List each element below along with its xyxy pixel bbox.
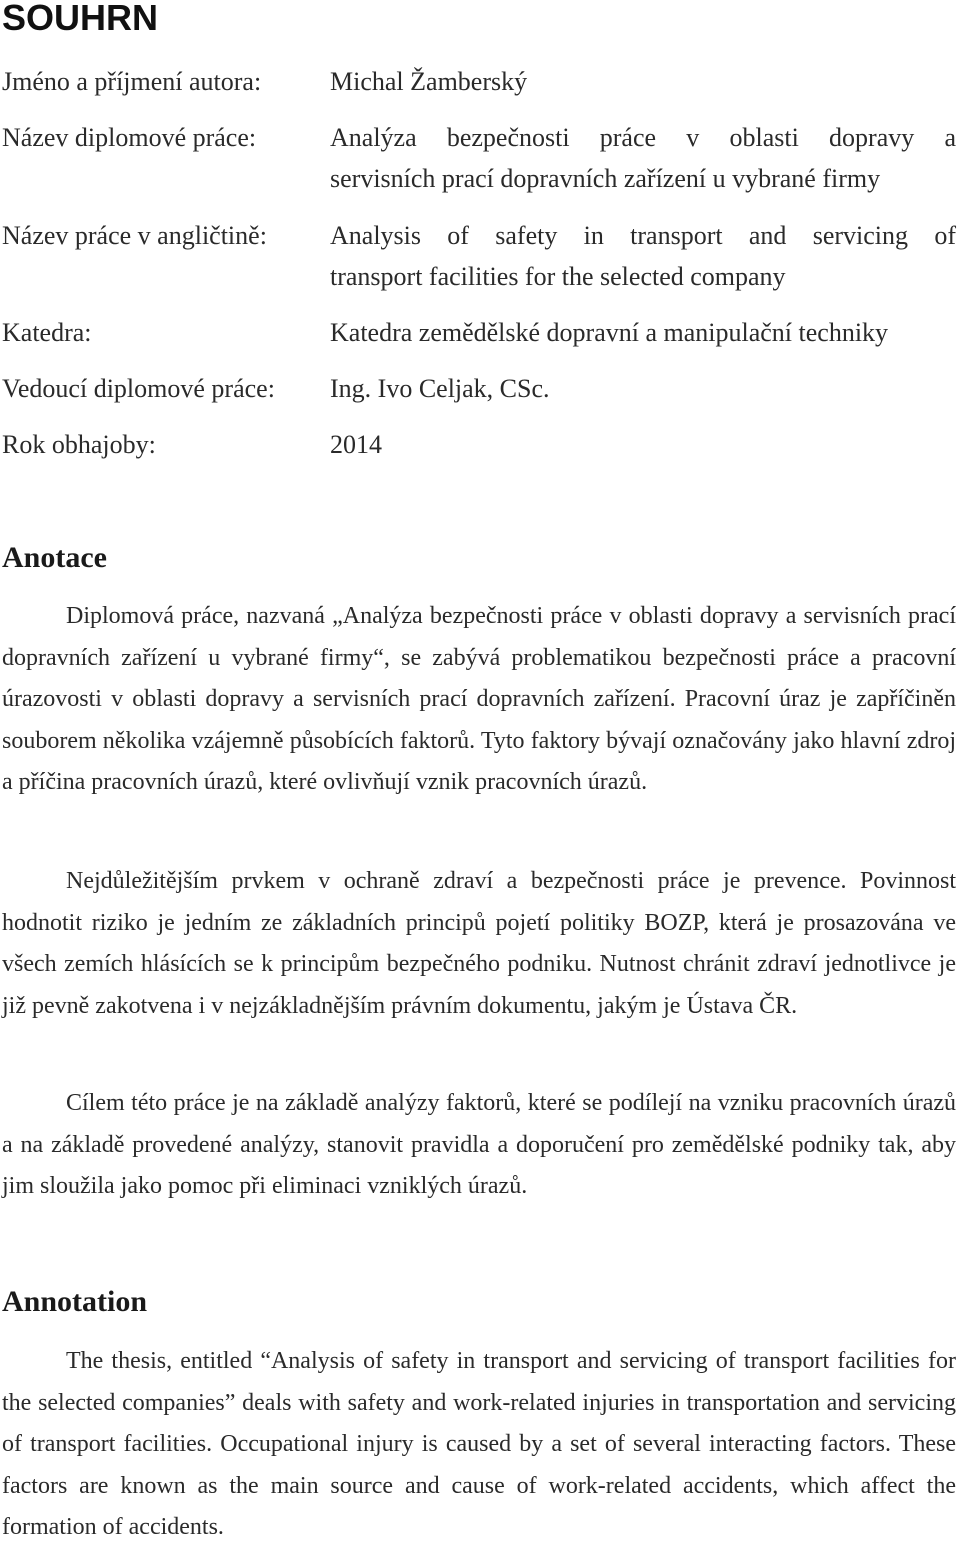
english-title-label: Název práce v angličtině: [2, 221, 267, 250]
english-title-line-2: transport facilities for the selected company [330, 262, 786, 291]
supervisor-label: Vedoucí diplomové práce: [2, 374, 275, 403]
supervisor-value: Ing. Ivo Celjak, CSc. [330, 374, 550, 403]
department-value: Katedra zemědělské dopravní a manipulační techniky [330, 318, 889, 347]
english-title-value [330, 215, 956, 297]
anotace-heading: Anotace [2, 541, 107, 574]
annotation-heading: Annotation [2, 1285, 148, 1318]
defense-year-label: Rok obhajoby: [2, 430, 156, 459]
anotace-paragraph-2: Nejdůležitějším prvkem v ochraně zdraví a bezpečnosti práce je prevence. Povinnost hodnotit riziko je jedním ze základních principů pojetí politiky BOZP, která je prosazována ve všech zemích hlásících se k principům bezpečného podniku. Nutnost chránit zdraví jednotlivce je již pevně zakotvena i v nejzákladnějším právním dokumentu, jakým je Ústava ČR. [2, 868, 956, 1019]
thesis-title-label: Název diplomové práce: [2, 123, 257, 152]
author-label: Jméno a příjmení autora: [2, 67, 262, 96]
thesis-title-line-2: servisních prací dopravních zařízení u vybrané firmy [330, 164, 881, 193]
page-title: SOUHRN [2, 0, 159, 38]
annotation-paragraph-1: The thesis, entitled “Analysis of safety in transport and servicing of transport facilities for the selected companies” deals with safety and work-related injuries in transportation and servicing of transport facilities. Occupational injury is caused by a set of several interacting factors. These factors are known as the main source and cause of work-related accidents, which affect the formation of accidents. [2, 1348, 956, 1541]
defense-year-value: 2014 [330, 430, 382, 459]
author-value: Michal Žamberský [330, 67, 528, 96]
department-label: Katedra: [2, 318, 92, 347]
thesis-title-line-1: Analýza bezpečnosti práce v oblasti dopravy a [330, 123, 956, 152]
anotace-paragraph-1: Diplomová práce, nazvaná „Analýza bezpečnosti práce v oblasti dopravy a servisních prací dopravních zařízení u vybrané firmy“, se zabývá problematikou bezpečnosti práce a pracovní úrazovosti v oblasti dopravy a servisních prací dopravních zařízení. Pracovní úraz je zapříčiněn souborem několika vzájemně působících faktorů. Tyto faktory bývají označovány jako hlavní zdroj a příčina pracovních úrazů, které ovlivňují vznik pracovních úrazů. [2, 603, 956, 796]
anotace-paragraph-3: Cílem této práce je na základě analýzy faktorů, které se podílejí na vzniku pracovních úrazů a na základě provedené analýzy, stanovit pravidla a doporučení pro zemědělské podniky tak, aby jim sloužila jako pomoc při eliminaci vzniklých úrazů. [2, 1090, 956, 1200]
english-title-line-1: Analysis of safety in transport and servicing of [330, 221, 956, 250]
thesis-title-value [330, 117, 956, 199]
